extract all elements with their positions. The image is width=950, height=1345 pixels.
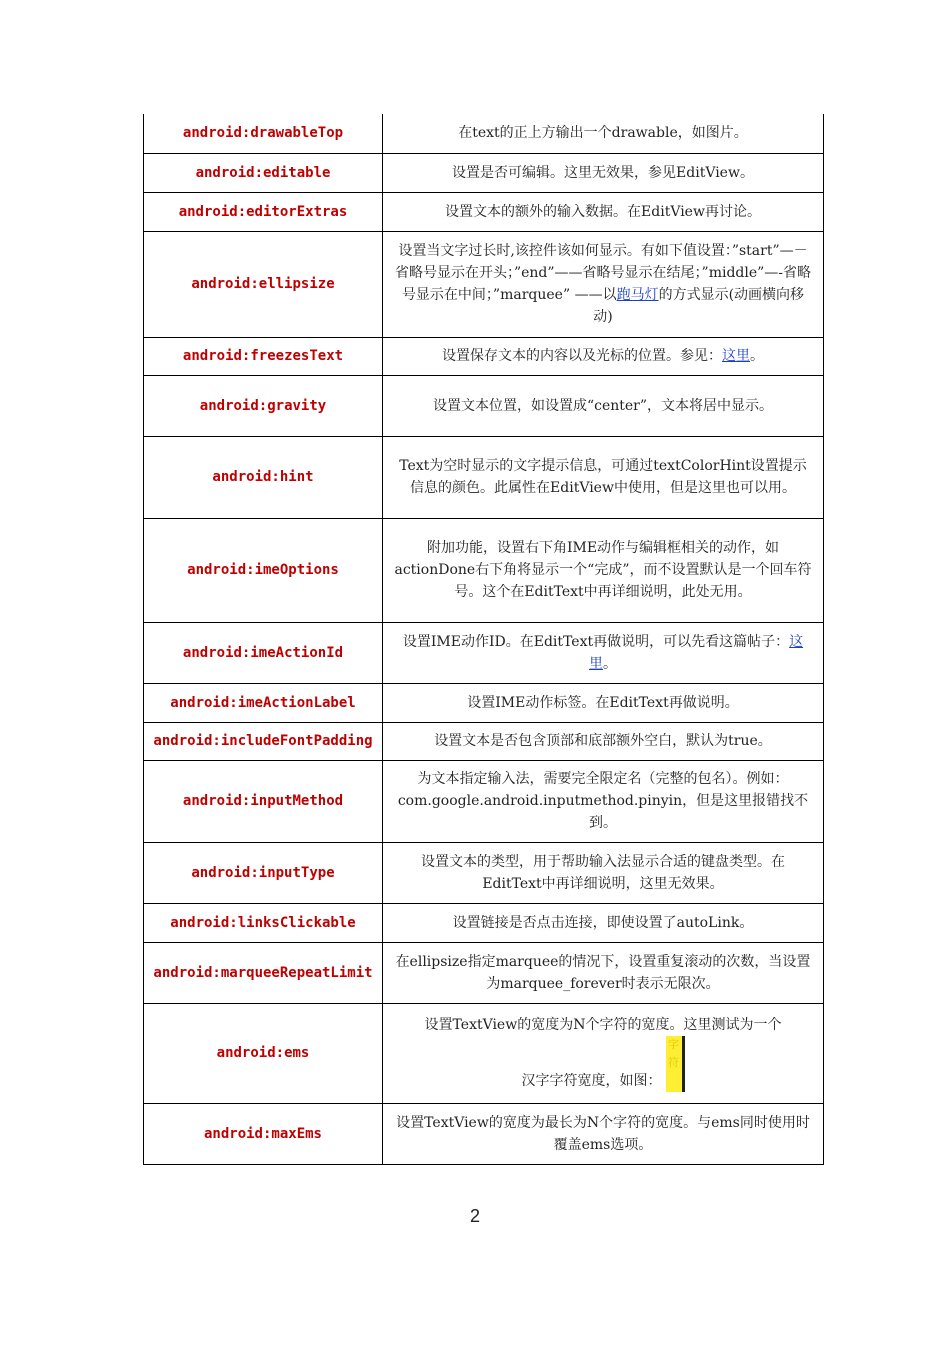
attribute-description: 设置文本位置，如设置成“center”，文本将居中显示。 (383, 375, 824, 436)
attribute-name: android:editorExtras (144, 192, 383, 231)
attribute-name: android:editable (144, 153, 383, 192)
attribute-description (383, 1003, 824, 1103)
table-row (144, 760, 824, 842)
table-row (144, 683, 824, 722)
attribute-description: 设置IME动作标签。在EditText再做说明。 (383, 683, 824, 722)
attribute-description: 设置文本的额外的输入数据。在EditView再讨论。 (383, 192, 824, 231)
attribute-name: android:inputType (144, 842, 383, 903)
attribute-description: 设置文本的类型，用于帮助输入法显示合适的键盘类型。在EditText中再详细说明，这里无效果。 (383, 842, 824, 903)
attribute-name: android:gravity (144, 375, 383, 436)
description-text: 。 (750, 348, 764, 364)
attribute-name: android:hint (144, 436, 383, 518)
attribute-description: 为文本指定输入法，需要完全限定名（完整的包名）。例如：com.google.android.inputmethod.pinyin，但是这里报错找不到。 (383, 760, 824, 842)
attribute-name: android:marqueeRepeatLimit (144, 942, 383, 1003)
attribute-description: Text为空时显示的文字提示信息，可通过textColorHint设置提示信息的颜色。此属性在EditView中使用，但是这里也可以用。 (383, 436, 824, 518)
page-number: 2 (469, 1206, 480, 1226)
table-row (144, 153, 824, 192)
table-row (144, 842, 824, 903)
table-row (144, 1003, 824, 1103)
description-text: 设置IME动作ID。在EditText再做说明，可以先看这篇帖子： (402, 633, 790, 650)
attribute-name: android:imeOptions (144, 518, 383, 622)
attribute-description: 设置TextView的宽度为最长为N个字符的宽度。与ems同时使用时覆盖ems选项。 (383, 1103, 824, 1164)
attribute-name: android:freezesText (144, 337, 383, 375)
here-link[interactable]: 这里 (589, 633, 804, 672)
table-row (144, 942, 824, 1003)
attribute-name: android:includeFontPadding (144, 722, 383, 760)
here-link[interactable]: 这里 (722, 348, 750, 364)
description-text: 设置当文字过长时,该控件该如何显示。有如下值设置：”start”—－省略号显示在开头；”end”——省略号显示在结尾；”middle”—-省略号显示在中间；”marquee” ——以 (394, 243, 812, 303)
attribute-name: android:inputMethod (144, 760, 383, 842)
attribute-description (383, 622, 824, 683)
attribute-description (383, 231, 824, 337)
table-row (144, 337, 824, 375)
description-text: 设置TextView的宽度为N个字符的宽度。这里测试为一个 (424, 1017, 782, 1033)
attribute-description: 设置是否可编辑。这里无效果，参见EditView。 (383, 153, 824, 192)
attribute-name: android:maxEms (144, 1103, 383, 1164)
description-text-line (393, 1036, 813, 1092)
marquee-link[interactable]: 跑马灯 (616, 287, 659, 303)
table-row (144, 622, 824, 683)
attribute-name: android:imeActionLabel (144, 683, 383, 722)
attribute-name: android:drawableTop (144, 114, 383, 153)
attribute-table (143, 114, 824, 1165)
description-text: 。 (603, 655, 617, 672)
table-row (144, 231, 824, 337)
description-text: 汉字字符宽度，如图： (521, 1073, 662, 1089)
attribute-description: 在text的正上方输出一个drawable，如图片。 (383, 114, 824, 153)
description-text: 的方式显示(动画横向移动) (593, 287, 805, 325)
table-row (144, 722, 824, 760)
attribute-name: android:linksClickable (144, 903, 383, 942)
table-row (144, 375, 824, 436)
attribute-description (383, 337, 824, 375)
table-row (144, 518, 824, 622)
table-row (144, 436, 824, 518)
attribute-name: android:ems (144, 1003, 383, 1103)
attribute-description: 设置链接是否点击连接，即使设置了autoLink。 (383, 903, 824, 942)
table-row (144, 1103, 824, 1164)
attribute-description: 在ellipsize指定marquee的情况下，设置重复滚动的次数，当设置为marquee_forever时表示无限次。 (383, 942, 824, 1003)
attribute-name: android:ellipsize (144, 231, 383, 337)
attribute-description: 设置文本是否包含顶部和底部额外空白，默认为true。 (383, 722, 824, 760)
attribute-name: android:imeActionId (144, 622, 383, 683)
ems-width-figure: 字符 (666, 1036, 685, 1092)
table-row (144, 114, 824, 153)
description-text: 设置保存文本的内容以及光标的位置。参见： (442, 348, 722, 364)
attribute-description: 附加功能，设置右下角IME动作与编辑框相关的动作，如actionDone右下角将显示一个“完成”，而不设置默认是一个回车符号。这个在EditText中再详细说明，此处无用。 (383, 518, 824, 622)
table-row (144, 903, 824, 942)
table-row (144, 192, 824, 231)
